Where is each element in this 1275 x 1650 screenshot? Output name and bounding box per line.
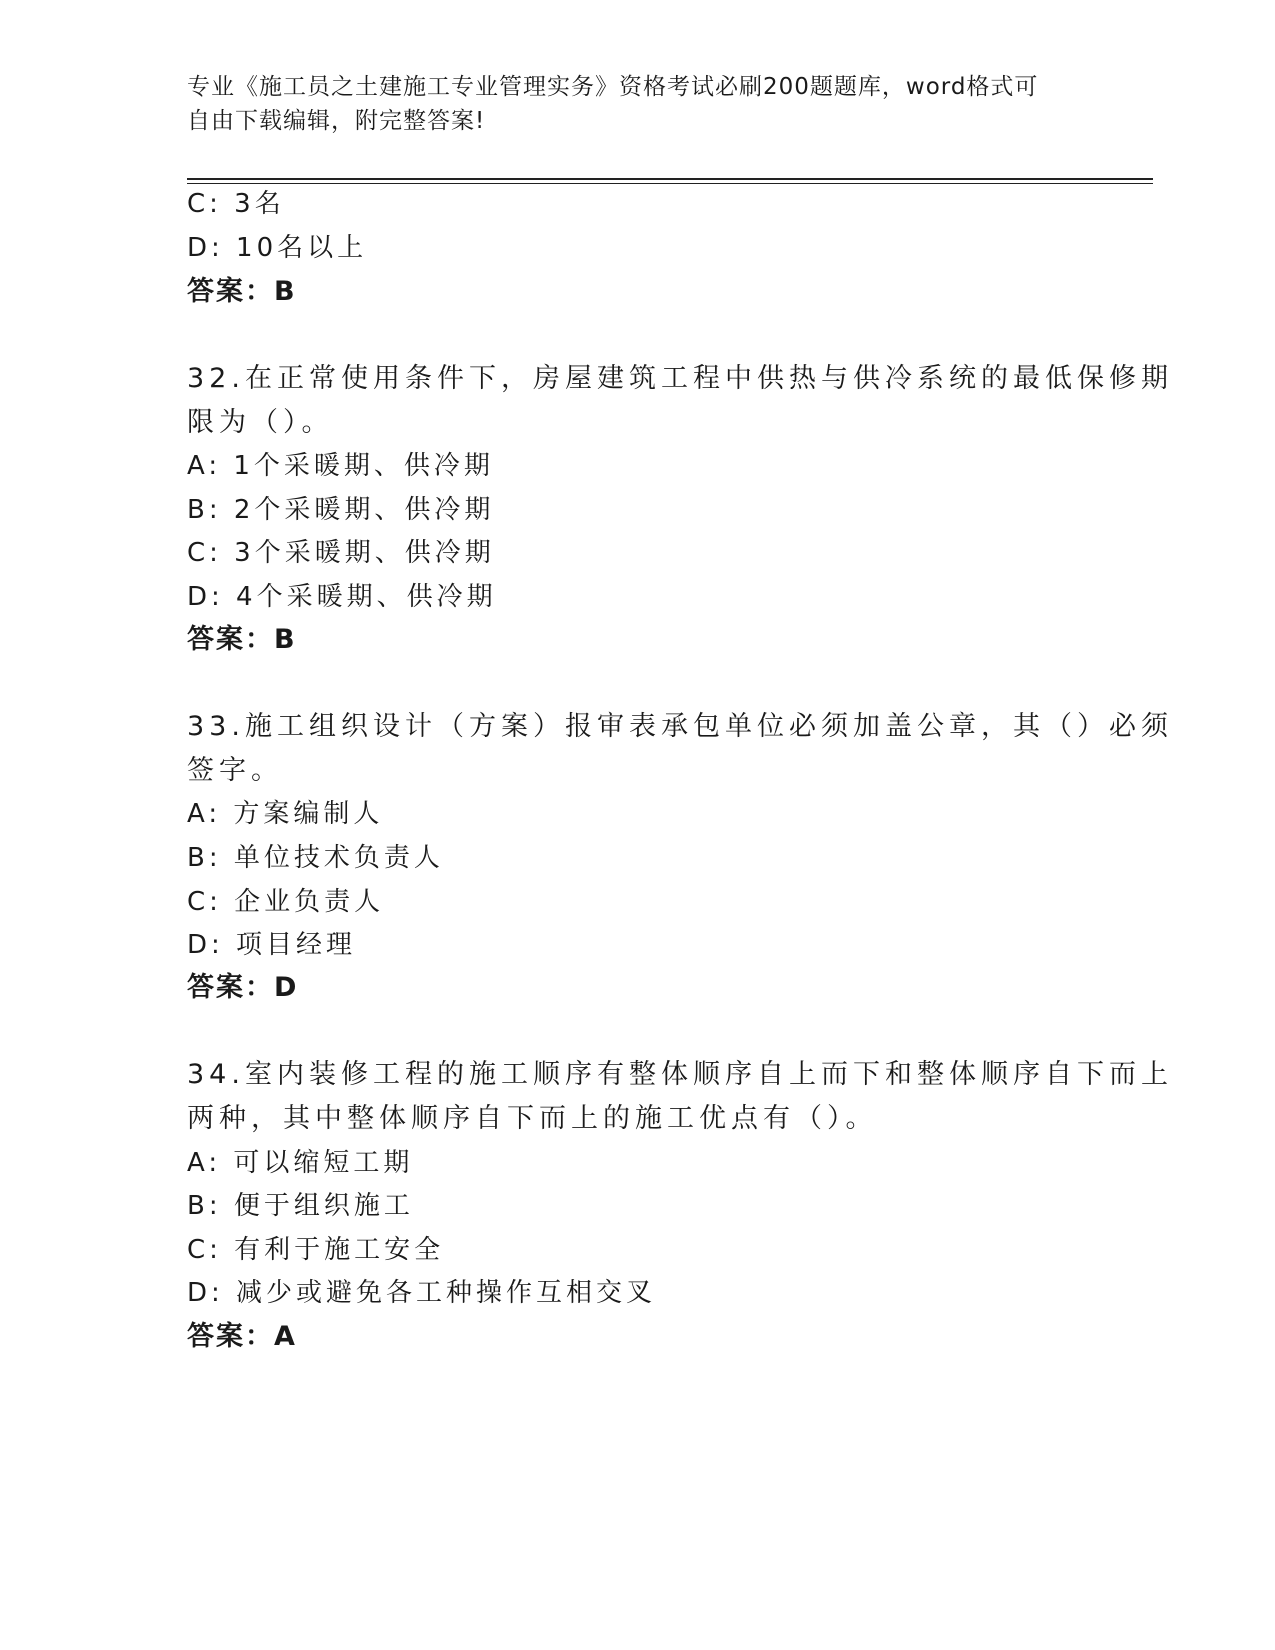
option-a: A: 方案编制人 [187, 799, 384, 829]
header-line-2: 自由下载编辑，附完整答案! [187, 108, 486, 134]
header-divider-thick [187, 178, 1153, 180]
question-text-line: 限为（）。 [187, 407, 334, 438]
question-text-line: 33.施工组织设计（方案）报审表承包单位必须加盖公章，其（）必须 [187, 711, 1173, 742]
answer: 答案：D [187, 972, 299, 1003]
option-b: B: 便于组织施工 [187, 1191, 414, 1221]
answer: 答案：A [187, 1321, 297, 1352]
option-c: C: 3名 [187, 189, 285, 219]
answer: 答案：B [187, 624, 297, 655]
option-d: D: 项目经理 [187, 930, 357, 960]
question-text-line: 两种，其中整体顺序自下而上的施工优点有（）。 [187, 1103, 878, 1134]
option-b: B: 单位技术负责人 [187, 843, 444, 873]
question-text-line: 签字。 [187, 755, 283, 786]
option-c: C: 有利于施工安全 [187, 1235, 445, 1265]
option-d: D: 10名以上 [187, 233, 368, 263]
answer: 答案：B [187, 276, 297, 307]
page-header [187, 70, 1067, 138]
header-line-1: 专业《施工员之土建施工专业管理实务》资格考试必刷200题题库，word格式可 [187, 74, 1039, 100]
option-a: A: 1个采暖期、供冷期 [187, 451, 494, 481]
option-a: A: 可以缩短工期 [187, 1148, 414, 1178]
option-c: C: 3个采暖期、供冷期 [187, 538, 495, 568]
option-b: B: 2个采暖期、供冷期 [187, 495, 495, 525]
question-text-line: 34.室内装修工程的施工顺序有整体顺序自上而下和整体顺序自下而上 [187, 1059, 1173, 1090]
question-text-line: 32.在正常使用条件下，房屋建筑工程中供热与供冷系统的最低保修期 [187, 363, 1173, 394]
option-d: D: 减少或避免各工种操作互相交叉 [187, 1278, 657, 1308]
option-d: D: 4个采暖期、供冷期 [187, 582, 497, 612]
option-c: C: 企业负责人 [187, 887, 385, 917]
